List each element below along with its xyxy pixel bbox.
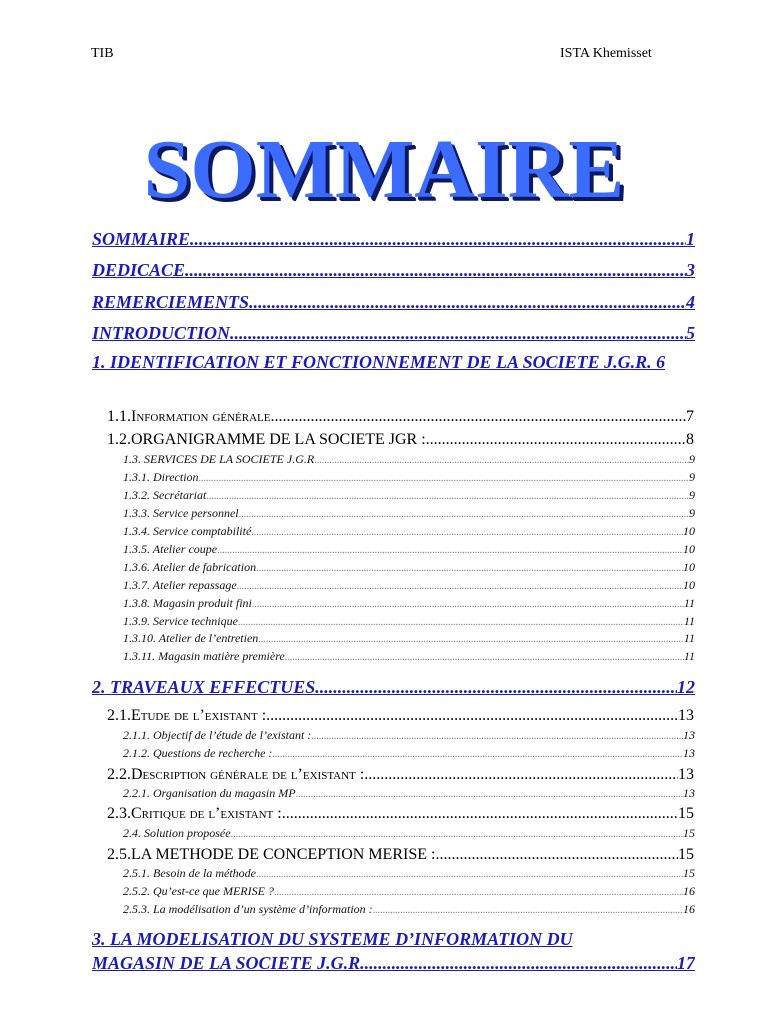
toc-entry-level3 bbox=[123, 785, 695, 803]
toc-page-number: 15 bbox=[678, 805, 694, 822]
toc-dot-leader bbox=[217, 543, 683, 559]
toc-entry-label: 1.3.8. Magasin produit fini bbox=[123, 596, 252, 610]
toc-entry-level3 bbox=[123, 595, 695, 613]
toc-entry-level1[interactable] bbox=[92, 952, 695, 974]
toc-entry-level3 bbox=[123, 630, 695, 648]
toc-entry-label: REMERCIEMENTS bbox=[92, 292, 250, 312]
toc-page-number: 10 bbox=[683, 560, 695, 574]
toc-entry-level2 bbox=[107, 845, 694, 864]
toc-page-number: 10 bbox=[683, 524, 695, 538]
toc-dot-leader bbox=[199, 471, 689, 487]
toc-dot-leader bbox=[435, 845, 678, 864]
toc-entry-label: 2.2.Description générale de l’existant : bbox=[107, 766, 365, 783]
toc-page-number: 13 bbox=[683, 786, 695, 800]
toc-page-number: 3 bbox=[686, 260, 695, 280]
toc-entry-level3 bbox=[123, 901, 695, 919]
toc-entry-level2 bbox=[107, 407, 694, 426]
toc-entry-label: 1.3.3. Service personnel bbox=[123, 506, 239, 520]
toc-dot-leader bbox=[272, 747, 683, 763]
toc-page-number: 13 bbox=[683, 728, 695, 742]
toc-dot-leader bbox=[230, 322, 686, 344]
toc-dot-leader bbox=[256, 867, 683, 883]
toc-dot-leader bbox=[373, 903, 683, 919]
toc-page-number: 12 bbox=[677, 677, 695, 697]
toc-page-number: 9 bbox=[689, 452, 695, 466]
toc-page-number: 9 bbox=[689, 488, 695, 502]
toc-entry-level1-link[interactable]: 1. IDENTIFICATION ET FONCTIONNEMENT DE LA SOCIETE J.G.R. 6 bbox=[92, 352, 666, 372]
toc-entry-level1[interactable] bbox=[92, 928, 695, 950]
toc-entry-label: 1.3.11. Magasin matière première bbox=[123, 649, 285, 663]
toc-dot-leader bbox=[252, 597, 684, 613]
toc-page-number: 1 bbox=[686, 229, 695, 249]
toc-entry-label: 2.2.1. Organisation du magasin MP bbox=[123, 786, 296, 800]
toc-page-number: 7 bbox=[686, 408, 694, 425]
toc-page-number: 11 bbox=[683, 596, 695, 610]
toc-dot-leader bbox=[237, 579, 683, 595]
toc-page-number: 16 bbox=[683, 902, 695, 916]
toc-page-number: 15 bbox=[683, 866, 695, 880]
toc-entry-label: INTRODUCTION bbox=[92, 323, 231, 343]
toc-entry-label: 3. LA MODELISATION DU SYSTEME D’INFORMATION DU bbox=[92, 929, 573, 949]
toc-entry-level1[interactable] bbox=[92, 228, 695, 250]
toc-entry-level3 bbox=[123, 613, 695, 631]
toc-page-number: 5 bbox=[686, 323, 695, 343]
toc-entry-label: 2.5.2. Qu’est-ce que MERISE ? bbox=[123, 884, 274, 898]
toc-dot-leader bbox=[285, 650, 684, 666]
toc-dot-leader bbox=[256, 561, 683, 577]
toc-page-number: 17 bbox=[677, 953, 695, 973]
toc-entry-label: 2.4. Solution proposée bbox=[123, 826, 231, 840]
toc-dot-leader bbox=[360, 952, 677, 974]
toc-dot-leader bbox=[315, 676, 677, 698]
toc-entry-level3 bbox=[123, 559, 695, 577]
toc-dot-leader bbox=[274, 885, 683, 901]
toc-page-number: 10 bbox=[683, 578, 695, 592]
toc-page-number: 10 bbox=[683, 542, 695, 556]
toc-dot-leader bbox=[314, 453, 689, 469]
toc-entry-label: 1.3.6. Atelier de fabrication bbox=[123, 560, 257, 574]
toc-dot-leader bbox=[206, 489, 689, 505]
toc-entry-label: 2.1.2. Questions de recherche : bbox=[123, 746, 273, 760]
toc-page-number: 16 bbox=[683, 884, 695, 898]
toc-page-number: 11 bbox=[683, 631, 695, 645]
toc-entry-level1[interactable] bbox=[92, 259, 695, 281]
toc-entry-label: 1.1.Information générale bbox=[107, 408, 271, 425]
toc-entry-level3 bbox=[123, 648, 695, 666]
toc-page-number: 9 bbox=[689, 506, 695, 520]
toc-entry-level3 bbox=[123, 469, 695, 487]
toc-page-number: 15 bbox=[678, 846, 694, 863]
toc-entry-level3 bbox=[123, 451, 695, 469]
toc-entry-level3 bbox=[123, 883, 695, 901]
toc-dot-leader bbox=[251, 525, 683, 541]
toc-entry-level3 bbox=[123, 541, 695, 559]
toc-entry-label: 2.1.1. Objectif de l’étude de l’existant : bbox=[123, 728, 312, 742]
toc-dot-leader bbox=[266, 706, 678, 725]
toc-entry-label: 1.3.1. Direction bbox=[123, 470, 199, 484]
toc-page-number: 9 bbox=[689, 470, 695, 484]
page-title: SOMMAIRE bbox=[143, 123, 625, 216]
toc-entry-label: DEDICACE bbox=[92, 260, 186, 280]
toc-dot-leader bbox=[282, 804, 678, 823]
header-left-text: TIB bbox=[91, 46, 114, 61]
toc-dot-leader bbox=[249, 291, 686, 313]
toc-entry-label: MAGASIN DE LA SOCIETE J.G.R bbox=[92, 953, 361, 973]
toc-entry-level2 bbox=[107, 765, 694, 784]
toc-entry-level3 bbox=[123, 825, 695, 843]
toc-entry-label: 1.3.2. Secrétariat bbox=[123, 488, 207, 502]
toc-page-number: 13 bbox=[683, 746, 695, 760]
toc-page-number: 13 bbox=[678, 707, 694, 724]
toc-entry-label: 1.3.10. Atelier de l’entretien bbox=[123, 631, 259, 645]
toc-dot-leader bbox=[311, 729, 683, 745]
toc-entry-label: 2.5.LA METHODE DE CONCEPTION MERISE : bbox=[107, 846, 436, 863]
toc-entry-label: 2.5.3. La modélisation d’un système d’information : bbox=[123, 902, 373, 916]
toc-dot-leader bbox=[258, 632, 684, 648]
toc-entry-level3 bbox=[123, 727, 695, 745]
toc-dot-leader bbox=[426, 430, 686, 449]
toc-entry-label: 1.3.5. Atelier coupe bbox=[123, 542, 218, 556]
toc-entry-level3 bbox=[123, 577, 695, 595]
toc-page-number: 8 bbox=[686, 431, 694, 448]
toc-entry-level2 bbox=[107, 804, 694, 823]
toc-page-number: 4 bbox=[686, 292, 695, 312]
toc-dot-leader bbox=[185, 259, 686, 281]
toc-entry-label: 1.3. SERVICES DE LA SOCIETE J.G.R bbox=[123, 452, 315, 466]
toc-page-number: 11 bbox=[683, 614, 695, 628]
toc-entry-label: 2.3.Critique de l’existant : bbox=[107, 805, 282, 822]
toc-entry-level3 bbox=[123, 865, 695, 883]
toc-page-number: 11 bbox=[683, 649, 695, 663]
toc-entry-label: 1.2.ORGANIGRAMME DE LA SOCIETE JGR : bbox=[107, 431, 426, 448]
toc-entry-label: 1.3.4. Service comptabilité bbox=[123, 524, 252, 538]
toc-page-number: 15 bbox=[683, 826, 695, 840]
toc-entry-label: SOMMAIRE bbox=[92, 229, 191, 249]
toc-entry-label: 2. TRAVEAUX EFFECTUES bbox=[92, 677, 316, 697]
toc-dot-leader bbox=[239, 507, 689, 523]
toc-entry-level1[interactable] bbox=[92, 291, 695, 313]
toc-entry-level3 bbox=[123, 745, 695, 763]
toc-entry-level2 bbox=[107, 706, 694, 725]
toc-dot-leader bbox=[231, 827, 683, 843]
toc-dot-leader bbox=[238, 615, 684, 631]
toc-dot-leader bbox=[296, 787, 683, 803]
toc-entry-level1[interactable] bbox=[92, 676, 695, 698]
toc-dot-leader bbox=[364, 765, 678, 784]
toc-entry-level3 bbox=[123, 523, 695, 541]
toc-entry-level2 bbox=[107, 430, 694, 449]
toc-dot-leader bbox=[271, 407, 687, 426]
toc-entry-label: 2.1.Etude de l’existant : bbox=[107, 707, 267, 724]
toc-dot-leader bbox=[190, 228, 686, 250]
toc-page-number: 13 bbox=[678, 766, 694, 783]
header-right-text: ISTA Khemisset bbox=[560, 46, 652, 61]
toc-entry-label: 2.5.1. Besoin de la méthode bbox=[123, 866, 256, 880]
toc-entry-level1[interactable] bbox=[92, 322, 695, 344]
toc-entry-level3 bbox=[123, 505, 695, 523]
toc-entry-level3 bbox=[123, 487, 695, 505]
toc-entry-label: 1.3.9. Service technique bbox=[123, 614, 238, 628]
toc-entry-label: 1.3.7. Atelier repassage bbox=[123, 578, 237, 592]
